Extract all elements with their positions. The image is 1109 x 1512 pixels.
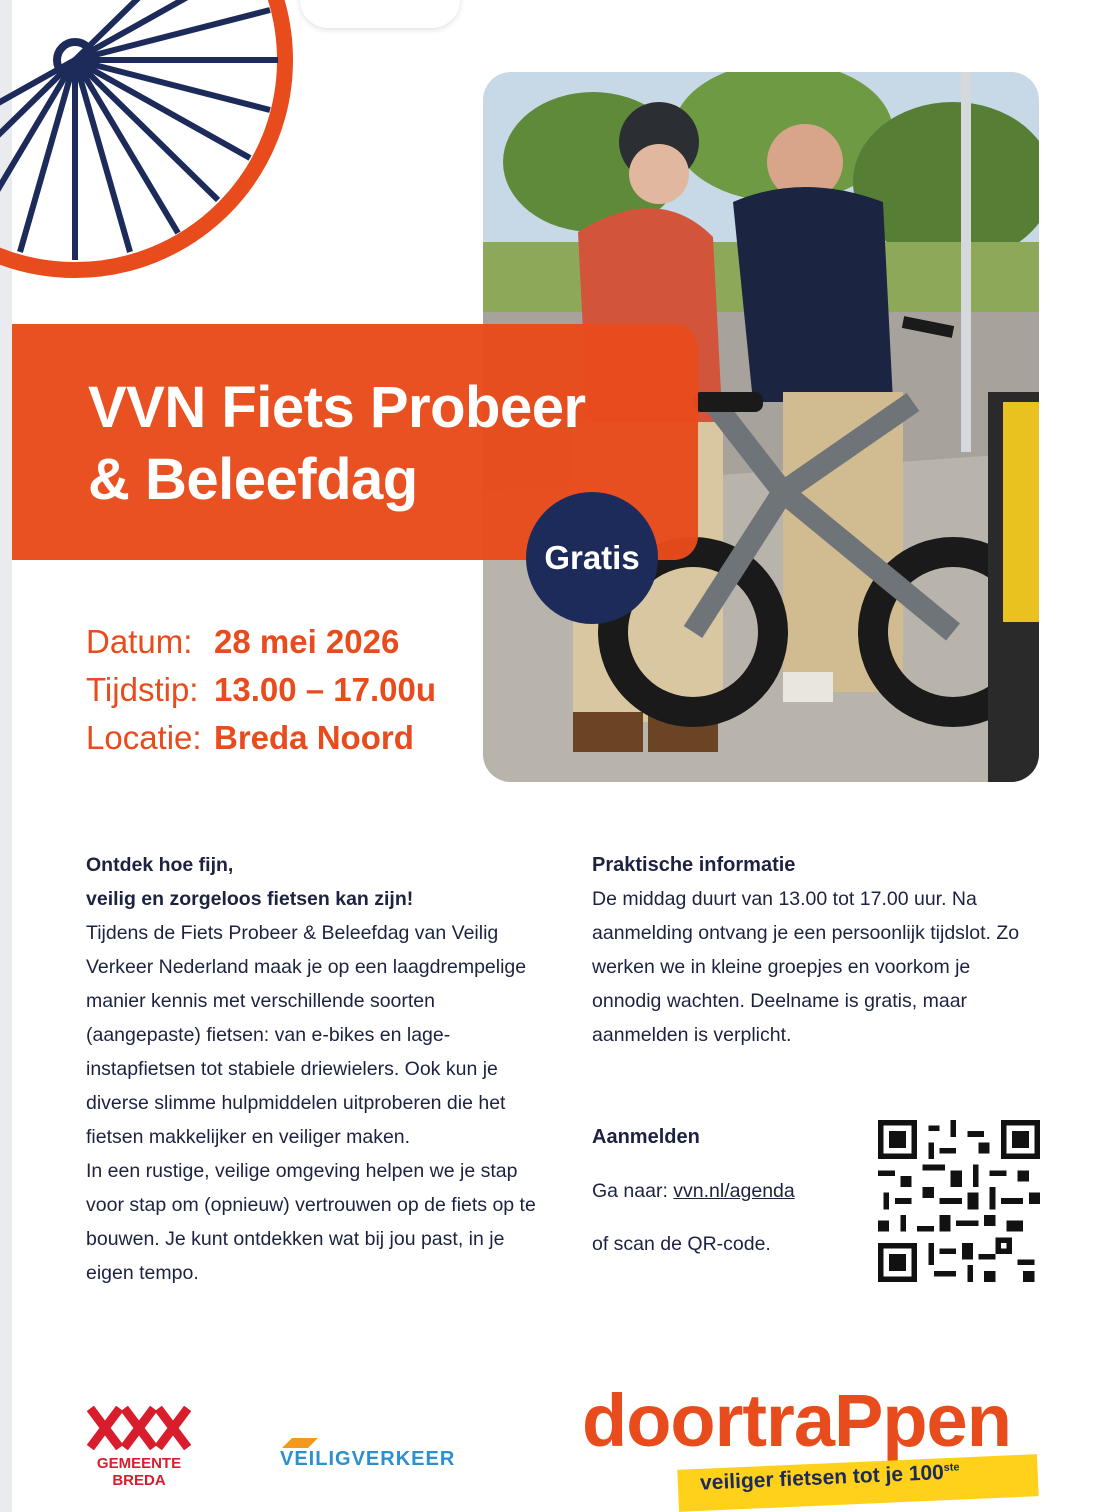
detail-value: 13.00 – 17.00u (214, 671, 437, 708)
breda-crosses-logo (87, 1406, 191, 1450)
title-line-2: & Beleefdag (88, 447, 418, 512)
intro-heading-2: veilig en zorgeloos fietsen kan zijn! (86, 888, 414, 910)
title-line-1: VVN Fiets Probeer (88, 375, 586, 440)
register-link[interactable]: vvn.nl/agenda (673, 1179, 795, 1202)
breda-line-1: GEMEENTE (96, 1455, 182, 1472)
register-prefix: Ga naar: (592, 1179, 674, 1202)
detail-date (86, 618, 436, 666)
qr-code-icon[interactable] (878, 1120, 1040, 1282)
register-heading: Aanmelden (592, 1126, 700, 1148)
register-section (592, 1120, 852, 1281)
detail-label: Datum: (86, 623, 193, 660)
register-line-1 (592, 1174, 852, 1208)
detail-value: 28 mei 2026 (214, 623, 400, 660)
gemeente-breda-logo (84, 1406, 194, 1489)
practical-body: De middag duurt van 13.00 tot 17.00 uur. Na aanmelding ontvang je een persoonlijk tijdslot. Zo werken we in kleine groepjes en voorkom je onnodig wachten. Deelname is gratis, maar aanmelden is verplicht. (592, 888, 1020, 1046)
event-details (86, 618, 436, 762)
intro-body-2: In een rustige, veilige omgeving helpen we je stap voor stap om (opnieuw) vertrouwen op de fiets op te bouwen. Je kunt ontdekken wat bij jou past, in je eigen tempo. (86, 1160, 536, 1284)
detail-label: Tijdstip: (86, 671, 199, 708)
bicycle-wheel-graphic (0, 0, 340, 320)
practical-column (592, 848, 1042, 1052)
breda-line-2: BREDA (112, 1472, 166, 1489)
veilig-verkeer-logo (278, 1436, 498, 1470)
detail-label: Locatie: (86, 719, 202, 756)
practical-heading: Praktische informatie (592, 854, 796, 876)
veilig-verkeer-text: VEILIGVERKEER (280, 1448, 456, 1470)
free-badge (526, 492, 658, 624)
detail-location (86, 714, 436, 762)
free-badge-label: Gratis (544, 539, 640, 576)
tagline-text: veiliger fietsen tot je 100 (699, 1461, 945, 1495)
intro-body-1: Tijdens de Fiets Probeer & Beleefdag van Veilig Verkeer Nederland maak je op een laagdrempelige manier kennis met verschillende soorten (aangepaste) fietsen: van e-bikes en lage-instapfietsen tot stabiele driewielers. Ook kun je diverse slimme hulpmiddelen uitproberen die het fietsen makkelijker en veiliger maken. (86, 922, 527, 1148)
doortrappen-wordmark: doortraPpen (582, 1379, 1011, 1462)
intro-heading-1: Ontdek hoe fijn, (86, 854, 234, 876)
detail-time (86, 666, 436, 714)
doortrappen-logo (582, 1378, 1052, 1512)
intro-column (86, 848, 546, 1290)
register-suffix: of scan de QR-code. (592, 1233, 771, 1255)
detail-value: Breda Noord (214, 719, 414, 756)
tagline-superscript: ste (943, 1461, 960, 1475)
